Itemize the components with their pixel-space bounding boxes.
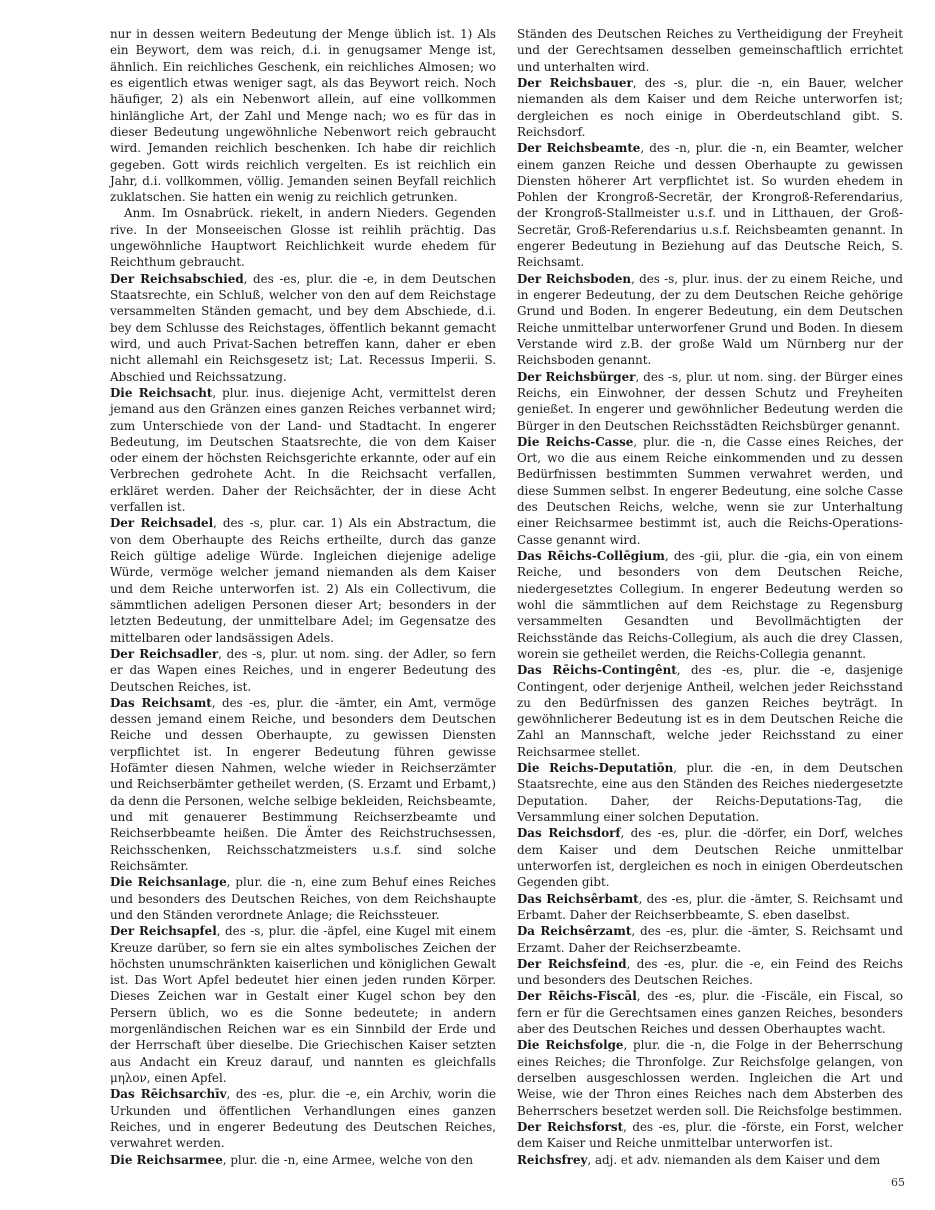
headword: Das Rēichs-Collēgium	[517, 549, 665, 563]
definition: , des -s, plur. ut nom. sing. der Bürger eines Reichs, ein Einwohner, der dessen Schutz und Freyheiten genießet. In engerer und gewöhnlicher Bedeutung werden die Bürger in den Deutschen Reichsstädten Reichsbürger genannt.	[517, 369, 903, 433]
entry-reichsarchiv	[110, 1086, 496, 1151]
definition: , plur. die -n, eine Armee, welche von den	[222, 1152, 474, 1167]
definition: , plur. die -n, die Folge in der Beherrschung eines Reiches; die Thronfolge. Zur Reichsfolge gelangen, von derselben ausgeschlossen werden. Ingleichen die Art und Weise, wie der Thron eines Reiches nach dem Absterben des Beherrschers besetzet werden soll. Die Reichsfolge bestimmen.	[517, 1038, 903, 1118]
definition: , des -es, plur. die -dörfer, ein Dorf, welches dem Kaiser und dem Deutschen Reiche unmittelbar unterworfen ist, dergleichen es noch in einigen Oberdeutschen Gegenden gibt.	[517, 826, 903, 890]
definition: , plur. die -en, in dem Deutschen Staatsrechte, eine aus den Ständen des Reiches niedergesetzte Deputation. Daher, der Reichs-Deputations-Tag, die Versammlung einer solchen Deputation.	[517, 761, 903, 824]
definition: , des -s, plur. die -äpfel, eine Kugel mit einem Kreuze darüber, so fern sie ein altes symbolisches Zeichen der höchsten unumschränkten kaiserlichen und königlichen Gewalt ist. Das Wort Apfel bedeutet hier einen jeden runden Körper. Dieses Zeichen war in Gestalt einer Kugel schon bey den Persern üblich, wo es die Sonne bedeutete; in andern morgenländischen Reichen war es ein Sinnbild der Erde und der Herrschaft über dieselbe. Die Griechischen Kaiser setzten aus Andacht ein Kreuz darauf, und nannten es gleichfalls μηλον, einen Apfel.	[110, 924, 496, 1085]
entry-reichsbuerger	[517, 369, 903, 434]
headword: Das Reichsdorf	[517, 826, 621, 841]
headword: Das Reichsamt	[110, 695, 212, 710]
headword: Der Reichsapfel	[110, 924, 217, 939]
definition: , des -es, plur. die -ämter, S. Reichsamt und Erzamt. Daher der Reichserzbeamte.	[517, 924, 903, 955]
headword: Der Rēichs-Fiscāl	[517, 989, 637, 1004]
headword: Der Reichsbürger	[517, 369, 636, 384]
entry-reichs-collegium	[517, 548, 903, 662]
headword: Der Reichsabschied	[110, 271, 244, 286]
entry-reichsanlage	[110, 874, 496, 923]
definition: , des -es, plur. die -ämter, S. Reichsamt und Erbamt. Daher der Reichserbbeamte, S. eben daselbst.	[517, 891, 903, 922]
headword: Die Reichsanlage	[110, 875, 227, 890]
headword: Das Rēichs-Contingênt	[517, 663, 677, 678]
definition: , des -es, plur. die -e, dasjenige Contingent, oder derjenige Antheil, welchen jeder Reichsstand zu den Bedürfnissen des ganzen Reiches beyträgt. In gewöhnlicherer Bedeutung ist es in dem Deutschen Reiche die Zahl an Mannschaft, welche jeder Reichsstand zu einer Reichsarmee stellet.	[517, 663, 904, 759]
definition: , des -es, plur. die -förste, ein Forst, welcher dem Kaiser und Reiche unmittelbar unterworfen ist.	[517, 1119, 904, 1151]
definition: , des -s, plur. car. 1) Als ein Abstractum, die von dem Oberhaupte des Reichs ertheilte, durch das ganze Reich gültige adelige Würde. Ingleichen diejenige adelige Würde, vermöge welcher jemand niemanden als dem Kaiser und dem Reiche unterworfen ist. 2) Als ein Collectivum, die sämmtlichen adeligen Personen dieser Art; besonders in der letzten Bedeutung, der unmittelbare Adel; im Gegensatze des mittelbaren oder landsässigen Adels.	[110, 516, 496, 645]
definition: , des -es, plur. die -ämter, ein Amt, vermöge dessen jemand einem Reiche, und besonders dem Deutschen Reiche und dessen Oberhaupte, zu gewissen Diensten verpflichtet ist. In engerer Bedeutung führen gewisse Hofämter diesen Nahmen, welche wieder in Reichserzämter und Reichserbämter getheilet werden, (S. Erzamt und Erbamt,) da denn die Personen, welche selbige bekleiden, Reichsbeamte, und mit genauerer Bestimmung Reichserzbeamte und Reichserbbeamte heißen. Die Ämter des Reichstruchsessen, Reichsschenken, Reichsschatzmeisters u.s.f. sind solche Reichsämter.	[110, 695, 497, 873]
definition: , des -es, plur. die -e, in dem Deutschen Staatsrechte, ein Schluß, welcher von den auf dem Reichstage versammelten Ständen gemacht, und bey dem Abschiede, d.i. bey dem Schlusse des Reichstages, öffentlich bekannt gemacht wird, und auch Privat-Sachen betreffen kann, daher er eben nicht allemahl ein Reichsgesetz ist; Lat. Recessus Imperii. S. Abschied und Reichssatzung.	[110, 271, 496, 384]
definition: , adj. et adv. niemanden als dem Kaiser und dem	[587, 1152, 881, 1167]
definition: , des -s, plur. ut nom. sing. der Adler, so fern er das Wapen eines Reiches, und in engerer Bedeutung des Deutschen Reiches, ist.	[110, 646, 496, 694]
definition: , des -s, plur. inus. der zu einem Reiche, und in engerer Bedeutung, der zu dem Deutschen Reiche gehörige Grund und Boden. In engerer Bedeutung, ein dem Deutschen Reiche unmittelbar unterworfener Grund und Boden. In diesem Verstande wird z.B. der große Wald um Nürnberg nur der Reichsboden genannt.	[517, 271, 903, 368]
entry-reichsadel	[110, 515, 496, 646]
entry-reichsbauer	[517, 75, 903, 140]
entry-reichsfeind	[517, 956, 903, 989]
headword: Die Reichsfolge	[517, 1038, 624, 1053]
headword: Der Reichsfeind	[517, 956, 627, 971]
headword: Das Rēichsarchīv	[110, 1087, 227, 1102]
definition: , plur. die -n, eine zum Behuf eines Reiches und besonders des Deutschen Reiches, von dem Reichshaupte und den Ständen verordnete Anlage; die Reichssteuer.	[110, 875, 497, 922]
headword: Die Reichs-Casse	[517, 434, 634, 449]
headword: Der Reichsbauer	[517, 75, 633, 90]
headword: Die Reichsacht	[110, 385, 213, 400]
entry-reichsabschied	[110, 271, 496, 385]
definition: , plur. inus. diejenige Acht, vermittelst deren jemand aus den Gränzen eines ganzen Reiches verbannet wird; zum Unterschiede von der Land- und Stadtacht. In engerer Bedeutung, im Deutschen Staatsrechte, die von dem Kaiser oder einem der höchsten Reichsgerichte erkannte, oder auf ein Verbrechen gedrohete Acht. In die Reichsacht verfallen, erkläret werden. Daher der Reichsächter, der in diese Acht verfallen ist.	[110, 385, 496, 515]
headword: Da Reichsêrzamt	[517, 924, 632, 939]
definition: , des -es, plur. die -e, ein Feind des Reichs und besonders des Deutschen Reiches.	[517, 956, 904, 988]
definition: , des -es, plur. die -Fiscäle, ein Fiscal, so fern er für die Gerechtsamen eines ganzen Reiches, besonders aber des Deutschen Reiches und dessen Oberhauptes wacht.	[517, 989, 904, 1037]
entry-reichsfrey	[517, 1152, 903, 1168]
definition: , plur. die -n, die Casse eines Reiches, der Ort, wo die aus einem Reiche einkommenden und zu dessen Bedürfnissen bestimmten Summen verwahret werden, und diese Summen selbst. In engerer Bedeutung, eine solche Casse des Deutschen Reichs, welche, wenn sie zur Unterhaltung einer Reichsarmee bestimmt ist, auch die Reichs-Operations-Casse genannt wird.	[517, 434, 903, 547]
entry-reichsbeamte	[517, 140, 903, 271]
headword: Der Reichsbeamte	[517, 141, 641, 156]
definition: , des -es, plur. die -e, ein Archiv, worin die Urkunden und öffentlichen Verhandlungen eines ganzen Reiches, und in engerer Bedeutung des Deutschen Reiches, verwahret werden.	[110, 1087, 496, 1151]
headword: Der Reichsforst	[517, 1119, 624, 1134]
entry-reichsarmee	[110, 1152, 496, 1168]
entry-reichsadler	[110, 646, 496, 695]
entry-reichs-deputation	[517, 760, 903, 825]
entry-reichsacht	[110, 385, 496, 516]
entry-reichsamt	[110, 695, 496, 874]
entry-reichserzamt	[517, 923, 903, 956]
entry-reichsapfel	[110, 923, 496, 1086]
headword: Das Reichsêrbamt	[517, 891, 639, 906]
headword: Der Reichsboden	[517, 271, 632, 286]
page-number: 65	[891, 1176, 905, 1189]
definition: , des -gii, plur. die -gia, ein von einem Reiche, und besonders von dem Deutschen Reiche, niedergesetztes Collegium. In engerer Bedeutung werden so wohl die sämmtlichen auf dem Reichstage zu Regensburg versammelten Gesandten und Bevollmächtigten der Reichsstände das Reichs-Collegium, als auch die drey Classen, worein sie getheilet werden, die Reichs-Collegia genannt.	[517, 549, 903, 661]
entry-reichsforst	[517, 1119, 903, 1152]
headword: Die Reichs-Deputatiōn	[517, 761, 674, 776]
entry-continuation: nur in dessen weitern Bedeutung der Menge üblich ist. 1) Als ein Beywort, dem was reich, d.i. in genugsamer Menge ist, ähnlich. Ein reichliches Geschenk, ein reichliches Almosen; wo es eigentlich etwas weniger sagt, als das Beywort reich. Noch häufiger, 2) als ein Nebenwort allein, auf eine vollkommen hinlängliche Art, der Zahl und Menge nach; wo es für das in dieser Bedeutung ungewöhnliche Nebenwort reich gebraucht wird. Jemanden reichlich beschenken. Ich habe dir reichlich gegeben. Gott wirds reichlich vergelten. Es ist reichlich ein Jahr, d.i. vollkommen, völlig. Jemanden seinen Beyfall reichlich zuklatschen. Sie hatten ein wenig zu reichlich getrunken.	[110, 27, 496, 205]
headword: Reichsfrey	[517, 1152, 588, 1167]
entry-note: Anm. Im Osnabrück. riekelt, in andern Nieders. Gegenden rive. In der Monseeischen Glosse ist reihlih prächtig. Das ungewöhnliche Hauptwort Reichlichkeit wurde ehedem für Reichthum gebraucht.	[110, 206, 496, 270]
definition: , des -n, plur. die -n, ein Beamter, welcher einem ganzen Reiche und dessen Oberhaupte zu gewissen Diensten höherer Art verpflichtet ist. So wurden ehedem in Pohlen der Krongroß-Secretär, der Krongroß-Referendarius, der Krongroß-Stallmeister u.s.f. und in Litthauen, der Groß-Secretär, Groß-Referendarius u.s.f. Reichsbeamten genannt. In engerer Bedeutung in Beziehung auf das Deutsche Reich, S. Reichsamt.	[517, 141, 903, 270]
headword: Der Reichsadler	[110, 646, 219, 661]
headword: Die Reichsarmee	[110, 1152, 223, 1167]
entry-reichsboden	[517, 271, 903, 369]
entry-reichs-contingent	[517, 662, 903, 760]
entry-reichs-fiscal	[517, 988, 903, 1037]
entry-reichsdorf	[517, 825, 903, 890]
left-column	[110, 26, 496, 1168]
entry-reichsfolge	[517, 1037, 903, 1119]
definition: , des -s, plur. die -n, ein Bauer, welcher niemanden als dem Kaiser und dem Reiche unterworfen ist; dergleichen es noch einige in Oberdeutschland gibt. S. Reichsdorf.	[517, 75, 903, 139]
right-column	[517, 26, 903, 1168]
headword: Der Reichsadel	[110, 516, 214, 531]
entry-continuation: Ständen des Deutschen Reiches zu Vertheidigung der Freyheit und der Gerechtsamen desselben gemeinschaftlich errichtet und unterhalten wird.	[517, 27, 903, 74]
entry-reichs-casse	[517, 434, 903, 548]
entry-reichserbamt	[517, 891, 903, 924]
